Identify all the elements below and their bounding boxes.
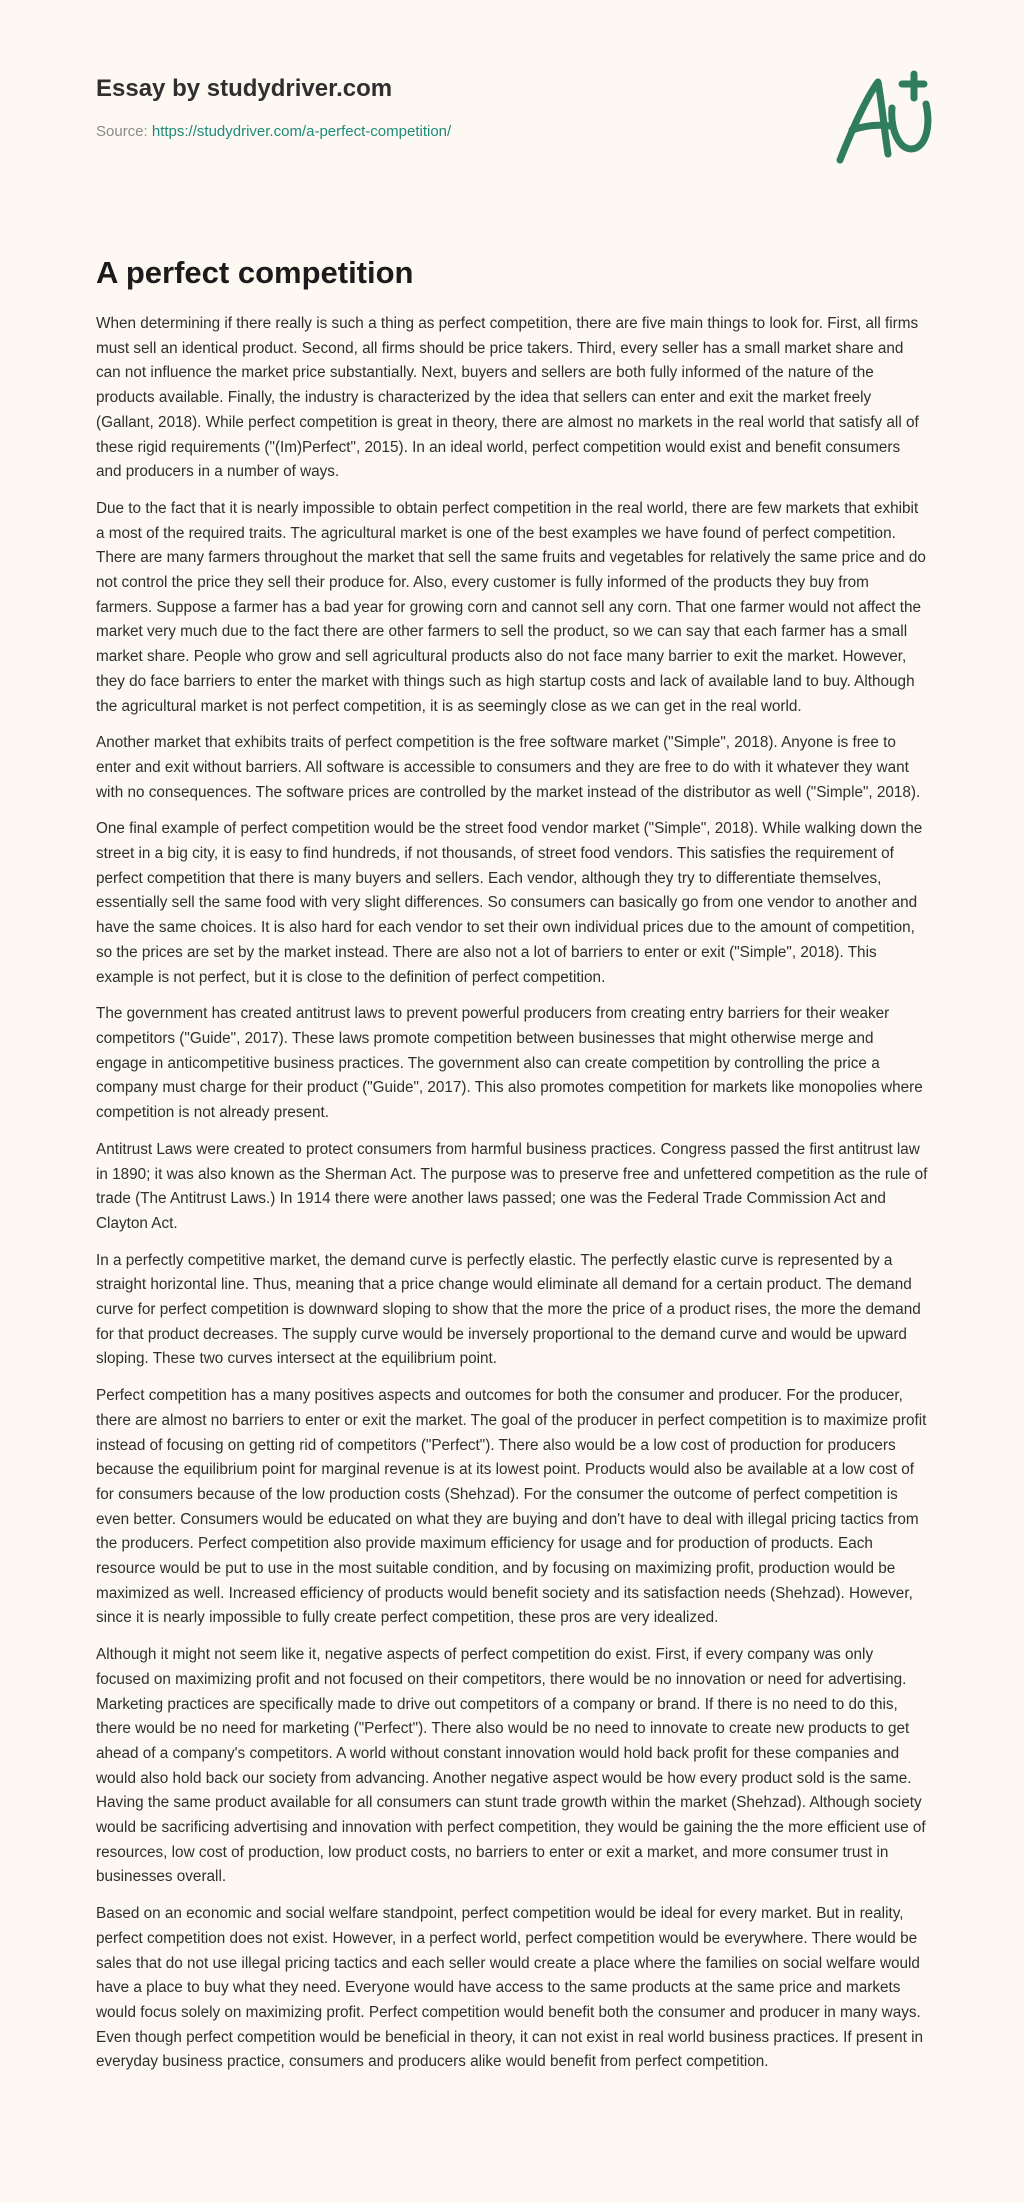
article-body: [96, 312, 928, 2087]
paragraph: Based on an economic and social welfare standpoint, perfect competition would be ideal for every market. But in reality, perfect competition does not exist. However, in a perfect world, perfect competition would be everywhere. There would be sales that do not use illegal pricing tactics and each seller would create a place where the families on social welfare would have a place to buy what they need. Everyone would have access to the same products at the same price and markets would focus solely on maximizing profit. Perfect competition would benefit both the consumer and producer in many ways. Even though perfect competition would be beneficial in theory, it can not exist in real world business practices. If present in everyday business practice, consumers and producers alike would benefit from perfect competition.: [96, 1905, 924, 2071]
source-link[interactable]: https://studydriver.com/a-perfect-competition/: [151, 123, 452, 140]
source-line: [96, 122, 451, 142]
paragraph: Although it might not seem like it, negative aspects of perfect competition do exist. First, if every company was only focused on maximizing profit and not focused on their competitors, there would be no innovation or need for advertising. Marketing practices are specifically made to drive out competitors of a company or brand. If there is no need to do this, there would be no need for marketing ("Perfect"). There also would be no need to innovate to create new products to get ahead of a company's competitors. A world without constant innovation would hold back profit for these companies and would also hold back our society from advancing. Another negative aspect would be how every product sold is the same. Having the same product available for all consumers can stunt trade growth within the market (Shehzad). Although society would be sacrificing advertising and innovation with perfect competition, they would be gaining the the more efficient use of resources, low cost of production, low product costs, no barriers to enter or exit a market, and more consumer trust in businesses overall.: [96, 1646, 926, 1886]
paragraph: One final example of perfect competition would be the street food vendor market ("Simple", 2018). While walking down the street in a big city, it is easy to find hundreds, if not thousands, of street food vendors. This satisfies the requirement of perfect competition that there is many buyers and sellers. Each vendor, although they try to differentiate themselves, essentially sell the same food with very slight differences. So consumers can basically go from one vendor to another and have the same choices. It is also hard for each vendor to set their own individual prices due to the amount of competition, so the prices are set by the market instead. There are also not a lot of barriers to enter or exit ("Simple", 2018). This example is not perfect, but it is close to the definition of perfect competition.: [96, 820, 923, 986]
essay-page: [96, 0, 928, 2071]
paragraph: Due to the fact that it is nearly impossible to obtain perfect competition in the real world, there are few markets that exhibit a most of the required traits. The agricultural market is one of the best examples we have found of perfect competition. There are many farmers throughout the market that sell the same fruits and vegetables for relatively the same price and do not control the price they sell their produce for. Also, every customer is fully informed of the products they buy from farmers. Suppose a farmer has a bad year for growing corn and cannot sell any corn. That one farmer would not affect the market very much due to the fact there are other farmers to sell the product, so we can say that each farmer has a small market share. People who grow and sell agricultural products also do not face many barrier to exit the market. However, they do face barriers to enter the market with things such as high startup costs and lack of available land to buy. Although the agricultural market is not perfect competition, it is as seemingly close as we can get in the real world.: [96, 499, 926, 715]
paragraph: In a perfectly competitive market, the demand curve is perfectly elastic. The perfectly elastic curve is represented by a straight horizontal line. Thus, meaning that a price change would eliminate all demand for a certain product. The demand curve for perfect competition is downward sloping to show that the more the price of a product rises, the more the demand for that product decreases. The supply curve would be inversely proportional to the demand curve and would be upward sloping. These two curves intersect at the equilibrium point.: [96, 1251, 921, 1368]
paragraph: When determining if there really is such a thing as perfect competition, there are five main things to look for. First, all firms must sell an identical product. Second, all firms should be price takers. Third, every seller has a small market share and can not influence the market price substantially. Next, buyers and sellers are both fully informed of the nature of the products available. Finally, the industry is characterized by the idea that sellers can enter and exit the market freely (Gallant, 2018). While perfect competition is great in theory, there are almost no markets in the real world that satisfy all of these rigid requirements ("(Im)Perfect", 2015). In an ideal world, perfect competition would exist and benefit consumers and producers in a number of ways.: [96, 315, 919, 481]
page-header: [96, 0, 928, 230]
source-label: Source:: [96, 123, 152, 140]
site-title: Essay by studydriver.com: [96, 75, 393, 102]
paragraph: The government has created antitrust laws to prevent powerful producers from creating entry barriers for their weaker competitors ("Guide", 2017). These laws promote competition between businesses that might otherwise merge and engage in anticompetitive business practices. The government also can create competition by controlling the price a company must charge for their product ("Guide", 2017). This also promotes competition for markets like monopolies where competition is not already present.: [96, 1005, 923, 1122]
a-plus-logo-icon: [830, 68, 940, 168]
paragraph: Antitrust Laws were created to protect consumers from harmful business practices. Congress passed the first antitrust law in 1890; it was also known as the Sherman Act. The purpose was to preserve free and unfettered competition as the rule of trade (The Antitrust Laws.) In 1914 there were another laws passed; one was the Federal Trade Commission Act and Clayton Act.: [96, 1140, 928, 1232]
article-title: A perfect competition: [96, 255, 414, 290]
paragraph: Another market that exhibits traits of perfect competition is the free software market ("Simple", 2018). Anyone is free to enter and exit without barriers. All software is accessible to consumers and they are free to do with it whatever they want with no consequences. The software prices are controlled by the market instead of the distributor as well ("Simple", 2018).: [96, 734, 921, 801]
paragraph: Perfect competition has a many positives aspects and outcomes for both the consumer and producer. For the producer, there are almost no barriers to enter or exit the market. The goal of the producer in perfect competition is to maximize profit instead of focusing on getting rid of competitors ("Perfect"). There also would be a low cost of production for producers because the equilibrium point for marginal revenue is at its lowest point. Products would also be available at a low cost of for consumers because of the low production costs (Shehzad). For the consumer the outcome of perfect competition is even better. Consumers would be educated on what they are buying and don't have to deal with illegal pricing tactics from the producers. Perfect competition also provide maximum efficiency for usage and for production of products. Each resource would be put to use in the most suitable condition, and by focusing on maximizing profit, production would be maximized as well. Increased efficiency of products would benefit society and its satisfaction needs (Shehzad). However, since it is nearly impossible to fully create perfect competition, these pros are very idealized.: [96, 1387, 927, 1627]
